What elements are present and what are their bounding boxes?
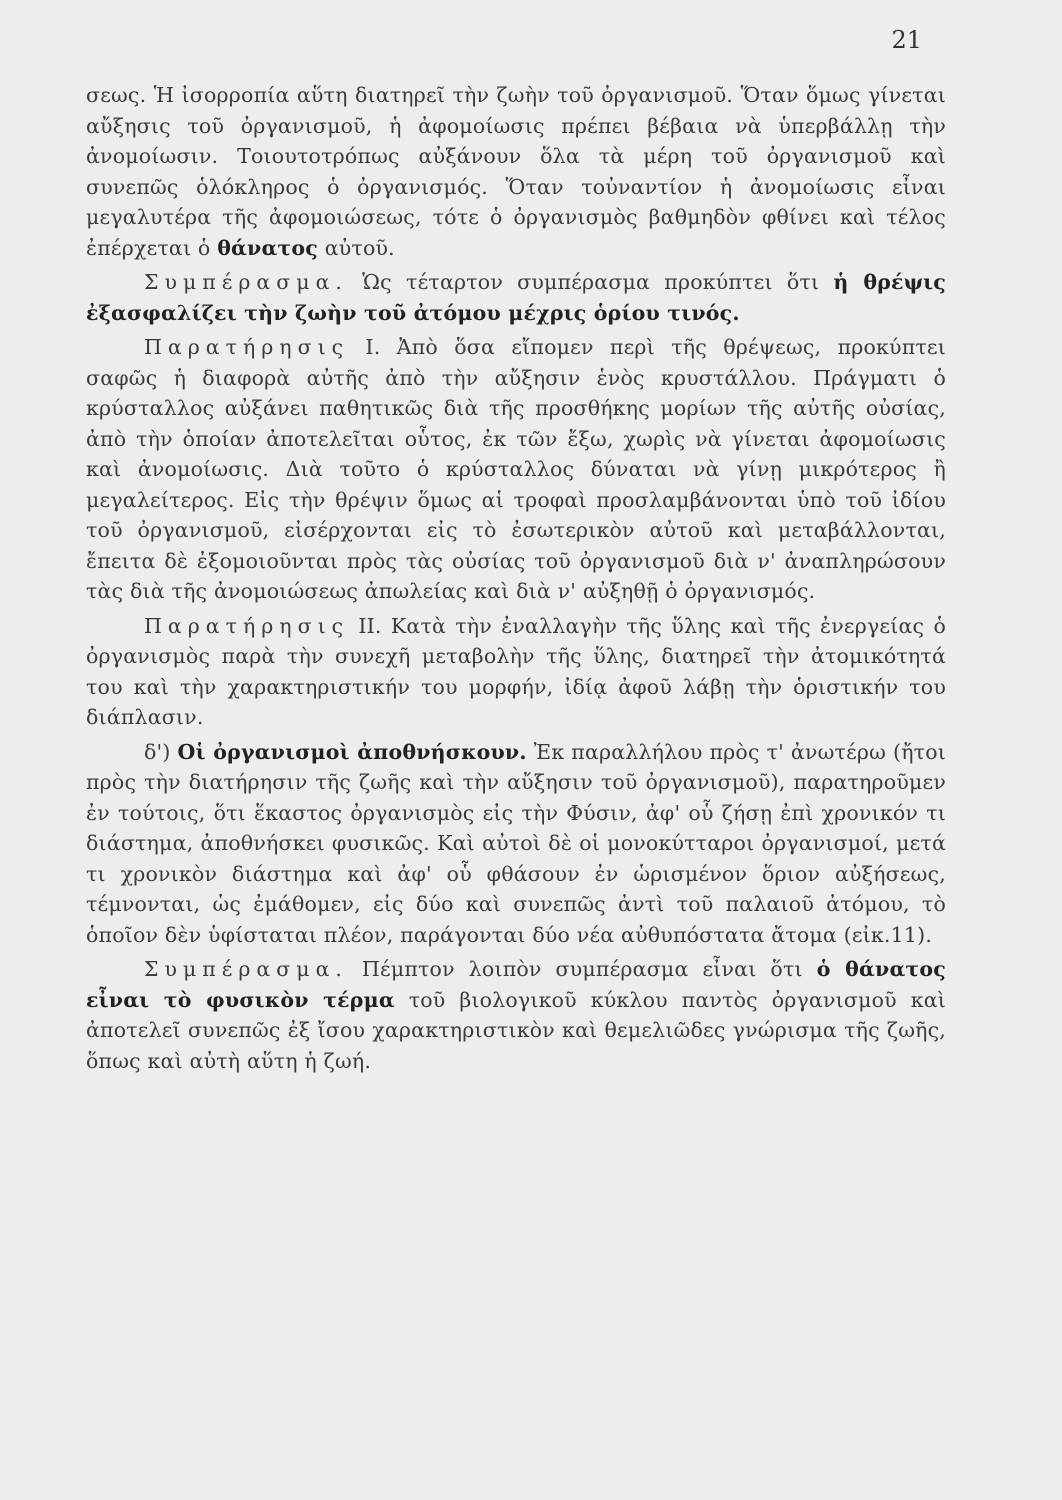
paragraph-conclusion-4 [86, 267, 946, 328]
spaced-heading: Συμπέρασμα. [144, 270, 348, 294]
text-segment: Πέμπτον λοιπὸν συμπέρασμα εἶναι ὅτι [347, 957, 817, 981]
spaced-heading: Παρατήρησις [144, 335, 350, 359]
paragraph-conclusion-5 [86, 954, 946, 1076]
text-segment: II. Κατὰ τὴν ἐναλλαγὴν τῆς ὕλης καὶ τῆς ἐνεργείας ὁ ὀργανισμὸς παρὰ τὴν συνεχῆ μεταβολὴν τῆς ὕλης, διατηρεῖ τὴν ἀτομικότητά του καὶ τὴν χαρακτηριστικήν του μορφήν, ἰδίᾳ ἀφοῦ λάβῃ τὴν ὁριστικήν του διάπλασιν. [86, 613, 946, 729]
page-number: 21 [891, 26, 922, 54]
section-heading: Οἱ ὀργανισμοὶ ἀποθνήσκουν. [177, 739, 527, 764]
spaced-heading: Παρατήρησις [144, 613, 350, 638]
paragraph-remark-1 [86, 332, 946, 607]
text-segment: αὐτοῦ. [318, 235, 395, 260]
text-segment: I. Ἀπὸ ὅσα εἴπομεν περὶ τῆς θρέψεως, προκύπτει σαφῶς ἡ διαφορὰ αὐτῆς ἀπὸ τὴν αὔξησιν ἑνὸς κρυστάλλου. Πράγματι ὁ κρύσταλλος αὐξάνει παθητικῶς διὰ τῆς προσθήκης μορίων τῆς αὐτῆς οὐσίας, ἀπὸ τὴν ὁποίαν ἀποτελεῖται οὗτος, ἐκ τῶν ἔξω, χωρὶς νὰ γίνεται ἀφομοίωσις καὶ ἀνομοίωσις. Διὰ τοῦτο ὁ κρύσταλλος δύναται νὰ γίνῃ μικρότερος ἢ μεγαλείτερος. Εἰς τὴν θρέψιν ὅμως αἱ τροφαὶ προσλαμβάνονται ὑπὸ τοῦ ἰδίου τοῦ ὀργανισμοῦ, εἰσέρχονται εἰς τὸ ἐσωτερικὸν αὐτοῦ καὶ μεταβάλλονται, ἔπειτα δὲ ἐξομοιοῦνται πρὸς τὰς οὐσίας τοῦ ὀργανισμοῦ διὰ ν' ἀναπληρώσουν τὰς διὰ τῆς ἀνομοιώσεως ἀπωλείας καὶ διὰ ν' αὐξηθῇ ὁ ὀργανισμός. [86, 335, 946, 603]
text-segment: τοῦ βιολογικοῦ κύκλου παντὸς ὀργανισμοῦ καὶ ἀποτελεῖ συνεπῶς ἐξ ἴσου χαρακτηριστικὸν καὶ θεμελιῶδες γνώρισμα τῆς ζωῆς, ὅπως καὶ αὐτὴ αὕτη ἡ ζωή. [86, 987, 946, 1073]
text-segment: σεως. Ἡ ἰσορροπία αὕτη διατηρεῖ τὴν ζωὴν τοῦ ὀργανισμοῦ. Ὅταν ὅμως γίνεται αὔξησις τοῦ ὀργανισμοῦ, ἡ ἀφομοίωσις πρέπει βέβαια νὰ ὑπερβάλλῃ τὴν ἀνομοίωσιν. Τοιουτοτρόπως αὐξάνουν ὅλα τὰ μέρη τοῦ ὀργανισμοῦ καὶ συνεπῶς ὁλόκληρος ὁ ὀργανισμός. Ὅταν τοὐναντίον ἡ ἀνομοίωσις εἶναι μεγαλυτέρα τῆς ἀφομοιώσεως, τότε ὁ ὀργανισμὸς βαθμηδὸν φθίνει καὶ τέλος ἐπέρχεται ὁ [86, 83, 946, 260]
section-marker: δ') [144, 739, 178, 764]
paragraph-continuation [86, 80, 946, 263]
body-text [86, 80, 946, 1080]
bold-term-death: θάνατος [217, 235, 318, 260]
paragraph-organisms-die [86, 737, 946, 951]
bold-statement: ὁ θάνατος εἶναι τὸ φυσικὸν τέρμα [86, 957, 946, 1012]
bold-statement: ἡ θρέψις ἐξασφαλίζει τὴν ζωὴν τοῦ ἀτόμου μέχρις ὁρίου τινός. [86, 270, 946, 325]
text-segment: Ἐκ παραλλήλου πρὸς τ' ἀνωτέρω (ἤτοι πρὸς τὴν διατήρησιν τῆς ζωῆς καὶ τὴν αὔξησιν τοῦ ὀργανισμοῦ), παρατηροῦμεν ἐν τούτοις, ὅτι ἕκαστος ὀργανισμὸς εἰς τὴν Φύσιν, ἀφ' οὗ ζήσῃ ἐπὶ χρονικόν τι διάστημα, ἀποθνήσκει φυσικῶς. Καὶ αὐτοὶ δὲ οἱ μονοκύτταροι ὀργανισμοί, μετά τι χρονικὸν διάστημα καὶ ἀφ' οὗ φθάσουν ἐν ὡρισμένον ὅριον αὐξήσεως, τέμνονται, ὡς ἐμάθομεν, εἰς δύο καὶ συνεπῶς ἀντὶ τοῦ παλαιοῦ ἀτόμου, τὸ ὁποῖον δὲν ὑφίσταται πλέον, παράγονται δύο νέα αὐθυπόστατα ἄτομα (εἰκ.11). [86, 739, 947, 947]
spaced-heading: Συμπέρασμα. [144, 957, 348, 981]
text-segment: Ὡς τέταρτον συμπέρασμα προκύπτει ὅτι [347, 270, 834, 294]
paragraph-remark-2 [86, 611, 946, 733]
